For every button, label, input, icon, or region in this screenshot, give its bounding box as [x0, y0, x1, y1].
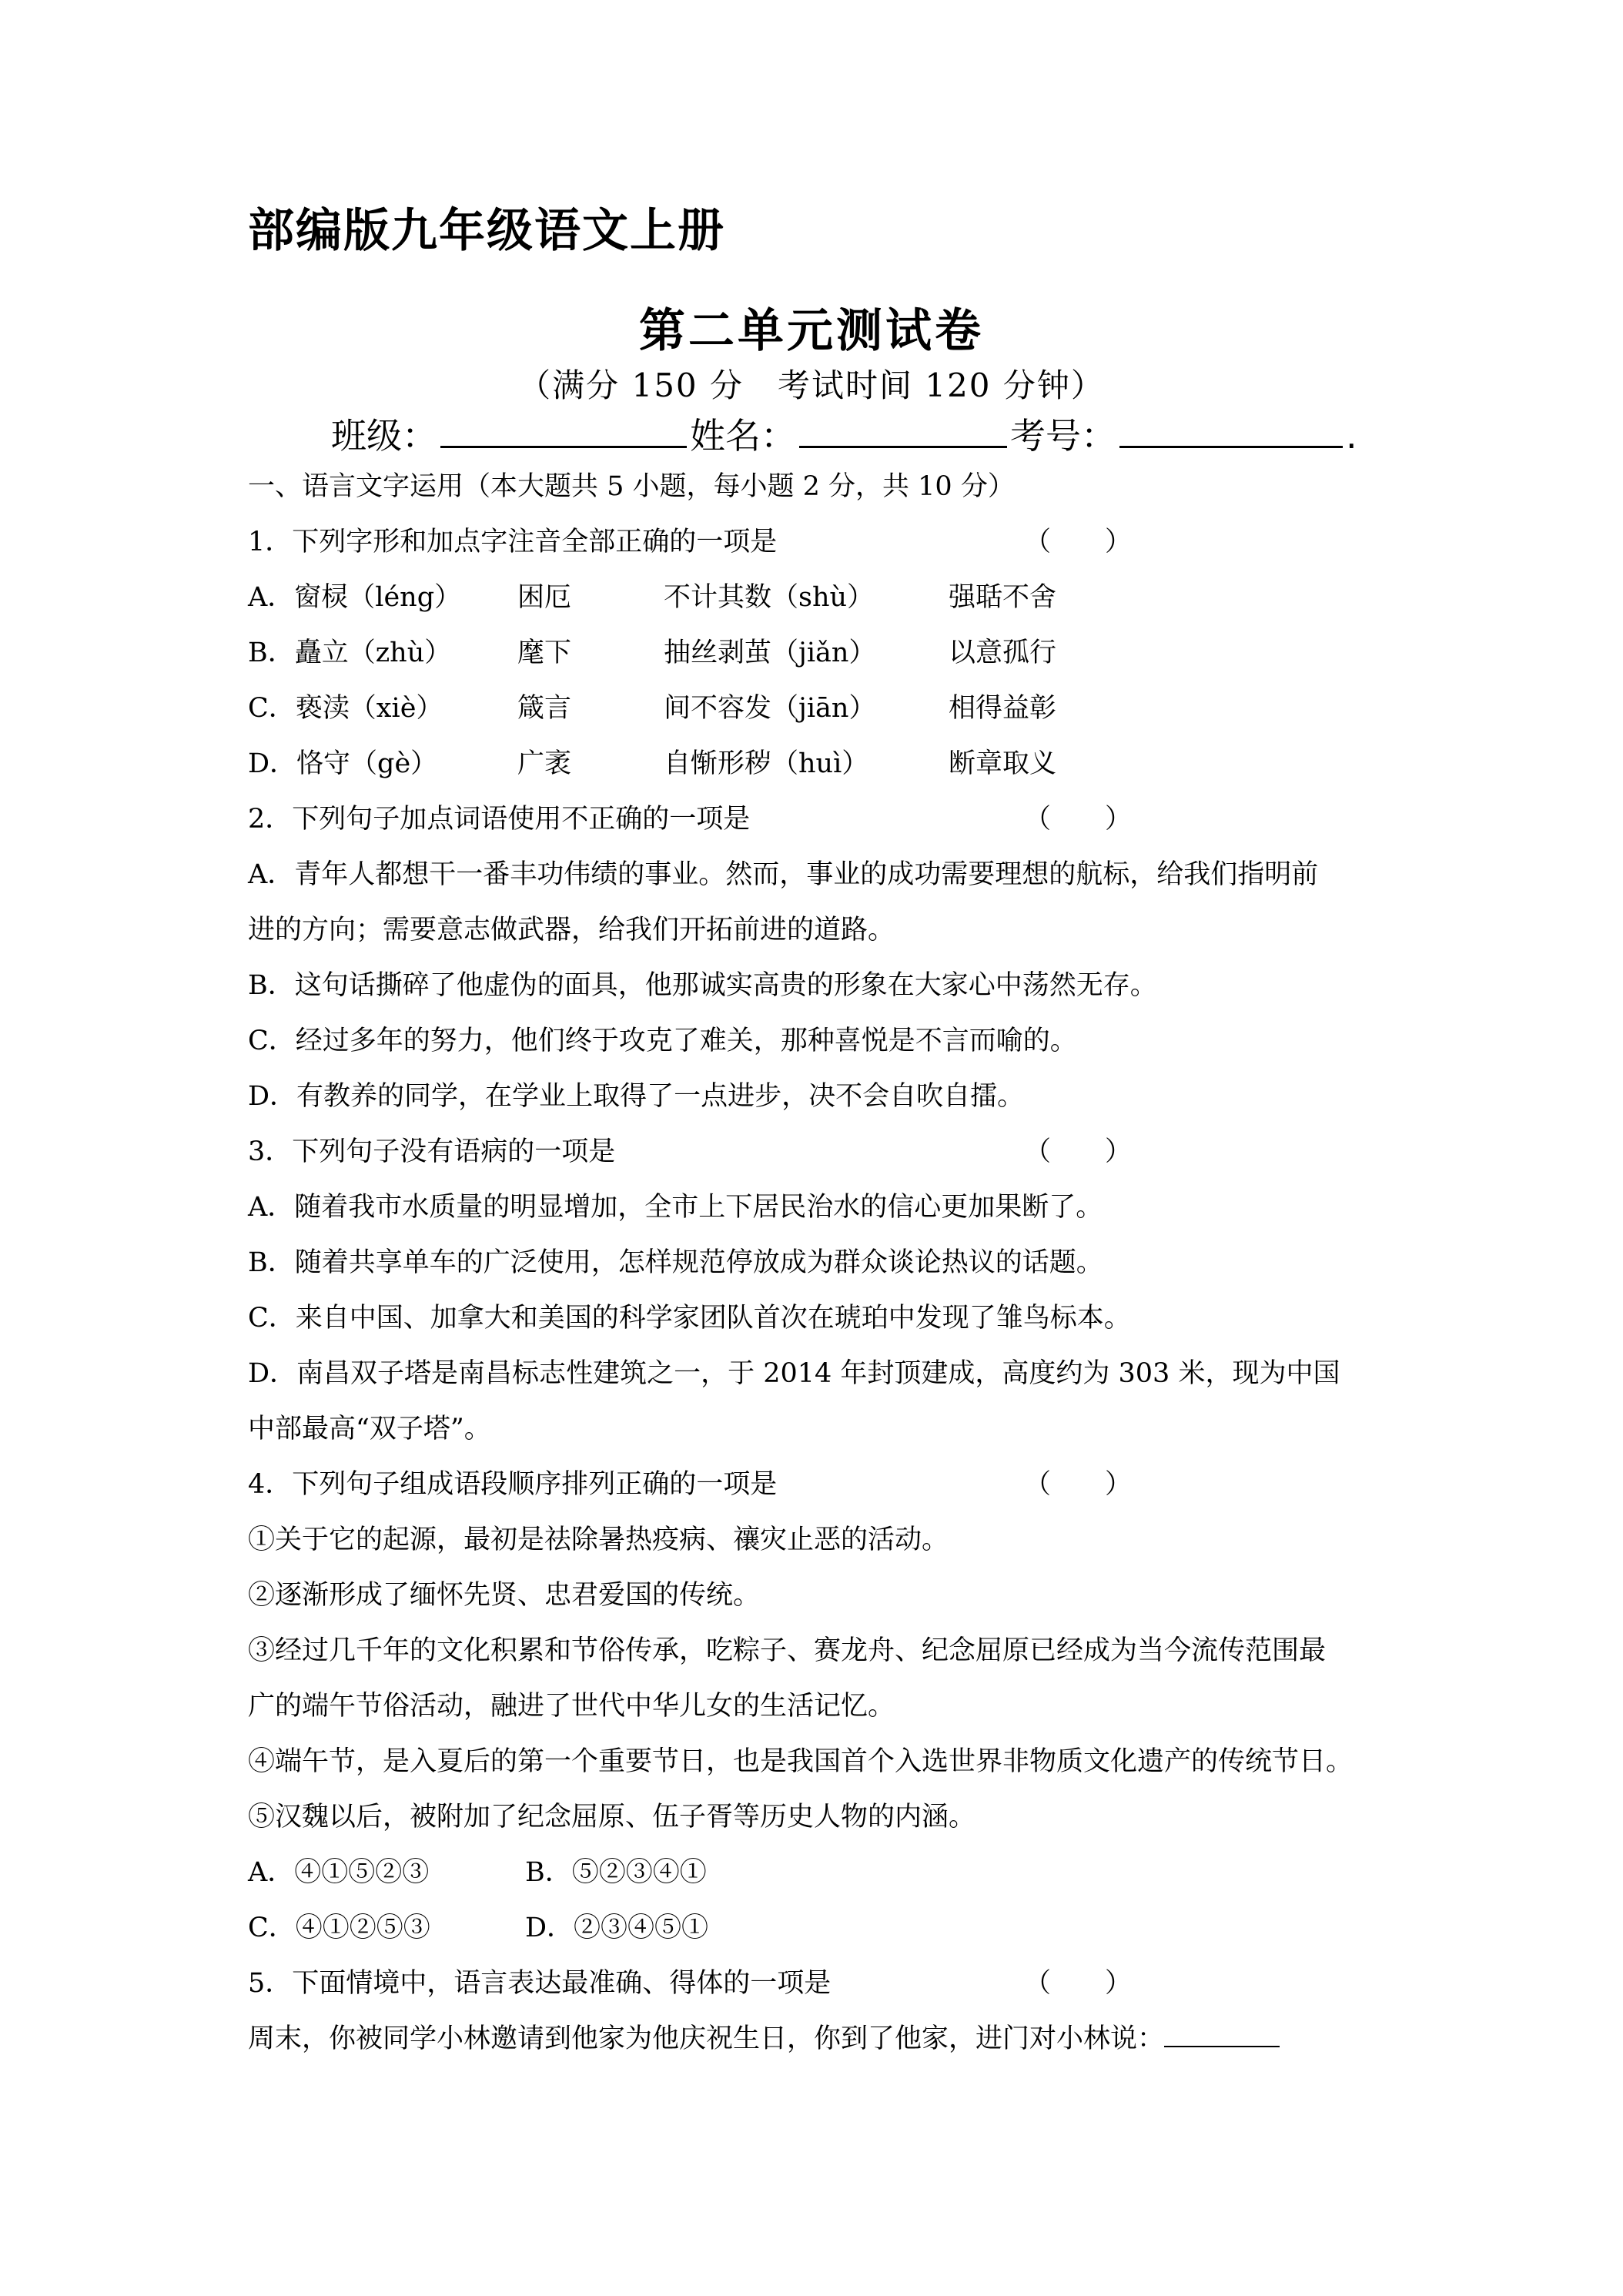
question-2-option-a-line-2: 进的方向；需要意志做武器，给我们开拓前进的道路。 — [248, 915, 895, 946]
option-item: B．矗立（zhù） — [248, 638, 452, 668]
question-3-option-a: A．随着我市水质量的明显增加，全市上下居民治水的信心更加果断了。 — [248, 1192, 1103, 1223]
question-4-options-row-1 — [248, 1845, 707, 1900]
question-5-answer-paren[interactable]: （ ） — [1024, 1968, 1133, 1999]
question-5-stem: 5．下面情境中，语言表达最准确、得体的一项是 — [248, 1968, 832, 1999]
question-2-answer-paren[interactable]: （ ） — [1024, 804, 1133, 835]
exam-number-label: 考号： — [1010, 415, 1116, 457]
option-item: 不计其数（shù） — [664, 582, 875, 613]
question-1-option-c — [248, 681, 1056, 736]
question-4-sentence-3-line-1: ③经过几千年的文化积累和节俗传承，吃粽子、赛龙舟、纪念屈原已经成为当今流传范围最 — [248, 1635, 1327, 1666]
option-item: 以意孤行 — [949, 638, 1057, 668]
option-item: 困厄 — [517, 582, 572, 613]
section-heading: 一、语言文字运用（本大题共 5 小题，每小题 2 分，共 10 分） — [248, 471, 1015, 502]
question-3-option-d-line-2: 中部最高“双子塔”。 — [248, 1414, 491, 1444]
option-item: 广袤 — [517, 748, 572, 779]
question-4-sentence-3-line-2: 广的端午节俗活动，融进了世代中华儿女的生活记忆。 — [248, 1691, 895, 1722]
exam-subtitle: （满分 150 分 考试时间 120 分钟） — [518, 366, 1105, 404]
option-item: 断章取义 — [949, 748, 1057, 779]
unit-title: 第二单元测试卷 — [639, 304, 984, 358]
question-4-option-c: C．④①②⑤③ — [248, 1913, 430, 1943]
student-info-row — [331, 408, 1357, 459]
option-item: C．亵渎（xiè） — [248, 693, 443, 724]
option-item: 麾下 — [517, 638, 572, 668]
question-4-options-row-2 — [248, 1900, 708, 1956]
question-2-option-c: C．经过多年的努力，他们终于攻克了难关，那种喜悦是不言而喻的。 — [248, 1026, 1077, 1056]
question-4-sentence-5: ⑤汉魏以后，被附加了纪念屈原、伍子胥等历史人物的内涵。 — [248, 1802, 976, 1832]
option-item: A．窗棂（léng） — [248, 582, 462, 613]
question-4-sentence-4: ④端午节，是入夏后的第一个重要节日，也是我国首个入选世界非物质文化遗产的传统节日。 — [248, 1746, 1354, 1777]
option-item: 强聒不舍 — [949, 582, 1057, 613]
option-item: 箴言 — [517, 693, 572, 724]
end-mark: . — [1346, 415, 1357, 457]
question-1-stem: 1．下列字形和加点字注音全部正确的一项是 — [248, 527, 778, 557]
question-4-option-b: B．⑤②③④① — [525, 1857, 707, 1888]
question-4-sentence-2: ②逐渐形成了缅怀先贤、忠君爱国的传统。 — [248, 1580, 761, 1611]
scenario-text: 周末，你被同学小林邀请到他家为他庆祝生日，你到了他家，进门对小林说： — [248, 2023, 1165, 2054]
question-2-stem: 2．下列句子加点词语使用不正确的一项是 — [248, 804, 751, 835]
option-item: 自惭形秽（huì） — [664, 748, 869, 779]
option-item: 间不容发（jiān） — [664, 693, 876, 724]
question-3-option-c: C．来自中国、加拿大和美国的科学家团队首次在琥珀中发现了雏鸟标本。 — [248, 1303, 1131, 1334]
question-4-option-a: A．④①⑤②③ — [248, 1857, 430, 1888]
question-4-answer-paren[interactable]: （ ） — [1024, 1469, 1133, 1500]
exam-number-blank[interactable] — [1119, 413, 1343, 448]
answer-blank[interactable] — [1164, 2023, 1280, 2047]
question-3-stem: 3．下列句子没有语病的一项是 — [248, 1136, 616, 1167]
question-2-option-a-line-1: A．青年人都想干一番丰功伟绩的事业。然而，事业的成功需要理想的航标，给我们指明前 — [248, 859, 1319, 890]
class-label: 班级： — [331, 415, 437, 457]
question-1-answer-paren[interactable]: （ ） — [1024, 527, 1133, 557]
document-title: 部编版九年级语文上册 — [248, 204, 725, 258]
name-label: 姓名： — [690, 415, 796, 457]
option-item: D．恪守（gè） — [248, 748, 438, 779]
question-3-answer-paren[interactable]: （ ） — [1024, 1136, 1133, 1167]
option-item: 相得益彰 — [949, 693, 1057, 724]
question-1-option-d — [248, 736, 1056, 792]
class-blank[interactable] — [440, 413, 687, 448]
question-4-sentence-1: ①关于它的起源，最初是祛除暑热疫病、禳灾止恶的活动。 — [248, 1525, 949, 1555]
question-1-option-b — [248, 625, 1056, 681]
question-4-option-d: D．②③④⑤① — [525, 1913, 709, 1943]
question-5-scenario — [248, 2011, 1280, 2067]
question-3-option-b: B．随着共享单车的广泛使用，怎样规范停放成为群众谈论热议的话题。 — [248, 1247, 1103, 1278]
question-4-stem: 4．下列句子组成语段顺序排列正确的一项是 — [248, 1469, 778, 1500]
option-item: 抽丝剥茧（jiǎn） — [664, 638, 876, 668]
name-blank[interactable] — [799, 413, 1007, 448]
question-3-option-d-line-1: D．南昌双子塔是南昌标志性建筑之一，于 2014 年封顶建成，高度约为 303 米，现为中国 — [248, 1358, 1340, 1389]
question-2-option-d: D．有教养的同学，在学业上取得了一点进步，决不会自吹自擂。 — [248, 1081, 1025, 1112]
question-1-option-a — [248, 570, 1056, 625]
question-2-option-b: B．这句话撕碎了他虚伪的面具，他那诚实高贵的形象在大家心中荡然无存。 — [248, 970, 1157, 1001]
